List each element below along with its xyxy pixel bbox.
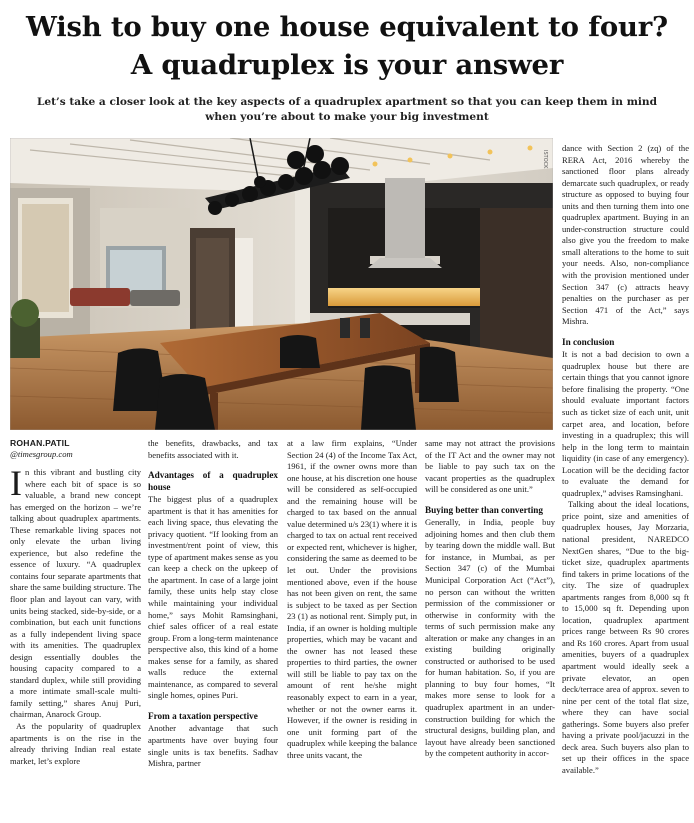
col2-paragraph-3: Another advantage that such apartments have over buying four single units is tax benefits. Sadhav Mishra, partner	[148, 723, 278, 769]
col3-paragraph-1: at a law firm explains, “Under Section 24 (4) of the Income Tax Act, 1961, if the owner owns more than one house, at his discretion one house will be considered as self-occupied and the remaining house will be charged to tax based on the annual value determined u/s 23(1) where it is charged to tax on actual rent received or expected rent, whichever is higher, considering the same as deemed to be let out. Under the provisions mentioned above, even if the house has not been given on rent, the same is subject to be taxed as per Section 23 (1) as notional rent. Simply put, in India, if an owner is holding multiple properties, which may be vacant and the owner has not leased these properties to third parties, the owner will still be liable to pay tax on the amount of rent he/she might reasonably expect to earn in a year, whether or not the owner earns it. However, if the owner is residing in one unit forming part of the quadruplex while keeping the balance three units vacant, the	[287, 438, 417, 760]
headline-line-2: A quadruplex is your answer	[130, 49, 564, 81]
interior-illustration	[10, 138, 553, 430]
col5-paragraph-1: dance with Section 2 (zq) of the RERA Act, 2016 whereby the sanctioned floor plans already demarcate such quadruplex, or ready structure as opposed to buying four units and then turning them into one quadruplex apartment. Buying in an under-construction structure could also give you the freedom to make small alterations to the home to suit your needs. Also, non-compliance with the provision mentioned under Section 347 (c) attracts heavy penalties on the purchaser as per Section 471 of the Act,” says Mishra.	[562, 143, 689, 327]
deck-subheading: Let’s take a closer look at the key aspects of a quadruplex apartment so that you can keep them in mind when you’re about to make your big investment	[36, 96, 658, 123]
col1-paragraph-2: As the popularity of quadruplex apartments is on the rise in the already thriving Indian real estate market, let’s explore	[10, 721, 141, 766]
col2-paragraph-1: the benefits, drawbacks, and tax benefits associated with it.	[148, 438, 278, 460]
article-column-3	[287, 438, 417, 761]
subhead-buying-better: Buying better than converting	[425, 504, 543, 515]
headline	[6, 8, 688, 84]
col2-paragraph-2: The biggest plus of a quadruplex apartment is that it has amenities for each living space, thus elevating the privacy quotient. “If looking from an investment/rent point of view, this type of apartment makes sense as you can keep a check on the upkeep of the apartment. In case of a large joint family, these units help stay close while maintaining your individual home,” says Mohit Ramsinghani, chief sales officer of a real estate group. From a long-term maintenance perspective also, this kind of a home makes sense for a family, as shared walls reduce the external maintenance, as compared to several single homes, opines Puri.	[148, 494, 278, 701]
col5-paragraph-3: Talking about the ideal locations, price point, size and amenities of quadruplex houses, Jay Morzaria, national president, NAREDCO NextGen shares, “Due to the big-ticket size, quadruplex apartments find takers in prime locations of the city. The size of quadruplex apartments ranges from 8,000 sq ft to 15,000 sq ft. Depending upon location, quadruplex apartment prices range between Rs 90 crores and Rs 160 crores. Apart from usual amenities, buyers of a quadruplex apartment would ideally seek a private elevator, an open deck/terrace area of approx. seven to nine per cent of the total flat size, where they can have social gatherings. Some buyers also prefer having a private pool/jacuzzi in the deck area. Such buyers also plan to set up their offices in the space available.”	[562, 499, 689, 775]
drop-cap: I	[10, 463, 22, 503]
subhead-conclusion: In conclusion	[562, 336, 615, 347]
headline-line-1: Wish to buy one house equivalent to four?	[26, 11, 668, 43]
intro-paragraph: In this vibrant and bustling city where each bit of space is so valuable, a brand new concept has emerged on the horizon – we’re talking about quadruplex apartments. These remarkable living spaces not only elevate the urban living experience, but also redefine the essence of luxury. “A quadruplex contains four separate apartments that share the same building structure. The floor plan and layout can vary, with units being stacked, side-by-side, or a combination, but each unit functions as a fully independent living space with its amenities. The quadruplex design essentially doubles the housing capacity compared to a standard duplex, while still providing a more intimate small-scale multi-family setting,” shares Anuj Puri, chairman, Anarock Group.	[10, 463, 141, 720]
col4-paragraph-1: same may not attract the provisions of the IT Act and the owner may not be liable to pay such tax on the vacant properties as the quadruplex will be considered as one unit.”	[425, 438, 555, 495]
subhead-taxation: From a taxation perspective	[148, 710, 258, 721]
article-column-4	[425, 438, 555, 760]
article-column-2	[148, 438, 278, 770]
col4-paragraph-2: Generally, in India, people buy adjoining homes and then club them by tearing down the middle wall. But for instance, in Mumbai, as per Section 347 (c) of the Mumbai Municipal Corporation Act (“Act”), no person can without the written permission of the commissioner or otherwise in conformity with the terms of such permission make any alteration or make any changes in an existing building originally constructed or authorised to be used for human habitation. So, if you are planning to buy four homes, “It makes more sense to look for a quadruplex apartment in an under-construction building for which the structural designs, building plan, and layout have already been sanctioned by the competent authority in accor-	[425, 517, 555, 759]
subhead-advantages: Advantages of a quadruplex house	[148, 470, 278, 492]
article-column-1	[10, 438, 141, 767]
photo-credit: ISTOCK	[542, 150, 548, 169]
interior-photo	[10, 138, 553, 430]
author-byline: ROHAN.PATIL	[10, 438, 70, 448]
col5-paragraph-2: It is not a bad decision to own a quadruplex house but there are certain things that you cannot ignore before finalising the property. “One should evaluate important factors such as ticket size of each unit, unit carpet area, and location, before investing in a quadruplex; this will help in the long term to maintain liquidity (in case of any emergency). Location will be the deciding factor to evaluate the demand for quadruplex,” advises Ramsinghani.	[562, 349, 689, 498]
author-email: @timesgroup.com	[10, 449, 73, 459]
article-column-5	[562, 143, 689, 776]
